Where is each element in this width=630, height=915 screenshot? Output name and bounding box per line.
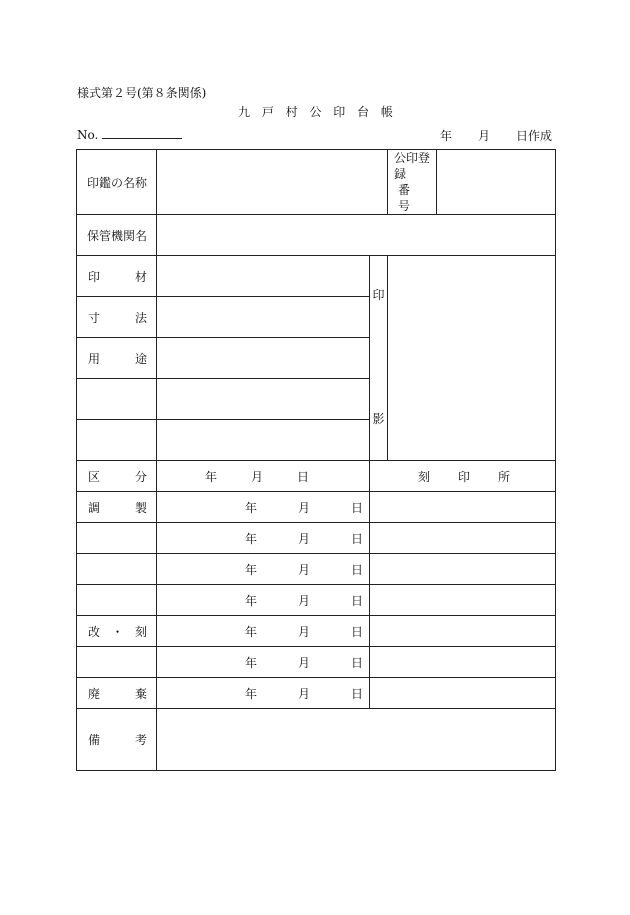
history-row-date[interactable] (157, 554, 370, 585)
history-row (77, 616, 556, 647)
form-reference: 様式第２号(第８条関係) (77, 86, 207, 100)
date-header-month: 月 (250, 469, 263, 484)
history-row-label (77, 678, 157, 709)
history-row-engraver[interactable] (370, 585, 556, 616)
seal-name-text: 印鑑の名称 (87, 175, 148, 190)
engraver-header (370, 461, 556, 492)
engraver-char-1: 刻 (418, 469, 431, 484)
history-date-month: 月 (297, 655, 310, 670)
custodian-text: 保管機関名 (87, 228, 148, 243)
number-underline[interactable] (102, 127, 182, 139)
usage-char-1: 用 (88, 351, 101, 366)
history-row-date[interactable] (157, 523, 370, 554)
history-row (77, 678, 556, 709)
history-row-engraver[interactable] (370, 678, 556, 709)
remarks-char-1: 備 (88, 733, 101, 747)
registration-number-line1: 公印登録 (394, 151, 431, 181)
history-row-engraver[interactable] (370, 492, 556, 523)
material-label (77, 256, 157, 297)
history-date-day: 日 (350, 500, 363, 515)
registration-number-input[interactable] (437, 150, 556, 215)
custodian-label (77, 215, 157, 256)
seal-name-input[interactable] (157, 150, 388, 215)
engraver-char-3: 所 (498, 469, 511, 484)
number-field[interactable] (77, 127, 182, 142)
section-label (77, 461, 157, 492)
history-row (77, 523, 556, 554)
material-input[interactable] (157, 256, 370, 297)
history-row-label (77, 616, 157, 647)
history-label-char: 改 (88, 624, 101, 639)
custodian-input[interactable] (157, 215, 556, 256)
history-row-label[interactable] (77, 647, 157, 678)
size-input[interactable] (157, 297, 370, 338)
date-header-day: 日 (296, 469, 309, 484)
creation-day: 日作成 (515, 129, 552, 143)
history-date-month: 月 (297, 593, 310, 608)
history-row-engraver[interactable] (370, 647, 556, 678)
history-row (77, 647, 556, 678)
document-title: 九 戸 村 公 印 台 帳 (238, 105, 397, 119)
history-date-year: 年 (245, 655, 258, 670)
impression-label (370, 256, 388, 461)
history-label-char: ・ (111, 624, 124, 639)
impression-char-1: 印 (372, 288, 385, 302)
usage-char-2: 途 (134, 351, 147, 366)
history-row-label[interactable] (77, 585, 157, 616)
history-row (77, 585, 556, 616)
seal-ledger-table (76, 149, 556, 771)
history-date-month: 月 (297, 686, 310, 701)
date-header (157, 461, 370, 492)
usage-label (77, 338, 157, 379)
history-row-date[interactable] (157, 678, 370, 709)
history-row-label[interactable] (77, 554, 157, 585)
blank-label-1[interactable] (77, 379, 157, 420)
creation-month: 月 (477, 129, 490, 143)
history-date-day: 日 (350, 593, 363, 608)
history-date-year: 年 (245, 500, 258, 515)
history-date-year: 年 (245, 531, 258, 546)
material-char-1: 印 (88, 269, 101, 284)
remarks-label (77, 709, 157, 771)
creation-year: 年 (440, 129, 453, 143)
history-date-month: 月 (297, 500, 310, 515)
history-date-day: 日 (350, 531, 363, 546)
section-char-1: 区 (88, 469, 101, 484)
history-row-engraver[interactable] (370, 523, 556, 554)
history-label-char: 刻 (134, 624, 147, 639)
history-row-date[interactable] (157, 585, 370, 616)
history-date-month: 月 (297, 531, 310, 546)
history-date-year: 年 (245, 686, 258, 701)
seal-name-label (77, 150, 157, 215)
size-label (77, 297, 157, 338)
section-char-2: 分 (134, 469, 147, 484)
history-date-day: 日 (350, 655, 363, 670)
impression-area[interactable] (388, 256, 556, 461)
number-label: No. (77, 128, 99, 142)
history-label-char: 製 (134, 500, 147, 515)
history-date-month: 月 (297, 562, 310, 577)
history-row (77, 554, 556, 585)
size-char-1: 寸 (88, 310, 101, 325)
creation-date (440, 127, 552, 144)
remarks-input[interactable] (157, 709, 556, 771)
date-header-year: 年 (205, 469, 218, 484)
history-row-engraver[interactable] (370, 616, 556, 647)
history-date-year: 年 (245, 562, 258, 577)
material-char-2: 材 (134, 269, 147, 284)
history-row-date[interactable] (157, 492, 370, 523)
history-row-date[interactable] (157, 647, 370, 678)
blank-label-2[interactable] (77, 420, 157, 461)
blank-input-1[interactable] (157, 379, 370, 420)
history-row-label[interactable] (77, 523, 157, 554)
size-char-2: 法 (134, 310, 147, 325)
history-date-day: 日 (350, 686, 363, 701)
history-date-day: 日 (350, 624, 363, 639)
history-label-char: 棄 (134, 686, 147, 701)
impression-char-2: 影 (372, 412, 385, 426)
history-row-date[interactable] (157, 616, 370, 647)
history-date-month: 月 (297, 624, 310, 639)
remarks-char-2: 考 (134, 733, 147, 747)
history-row (77, 492, 556, 523)
usage-input[interactable] (157, 338, 370, 379)
engraver-char-2: 印 (458, 469, 471, 484)
registration-number-label (388, 150, 437, 215)
history-row-label (77, 492, 157, 523)
registration-number-line2: 番 号 (398, 183, 435, 213)
history-date-year: 年 (245, 624, 258, 639)
history-rows (77, 492, 556, 709)
history-row-engraver[interactable] (370, 554, 556, 585)
blank-input-2[interactable] (157, 420, 370, 461)
history-date-year: 年 (245, 593, 258, 608)
history-label-char: 廃 (88, 686, 101, 701)
history-label-char: 調 (88, 500, 101, 515)
history-date-day: 日 (350, 562, 363, 577)
